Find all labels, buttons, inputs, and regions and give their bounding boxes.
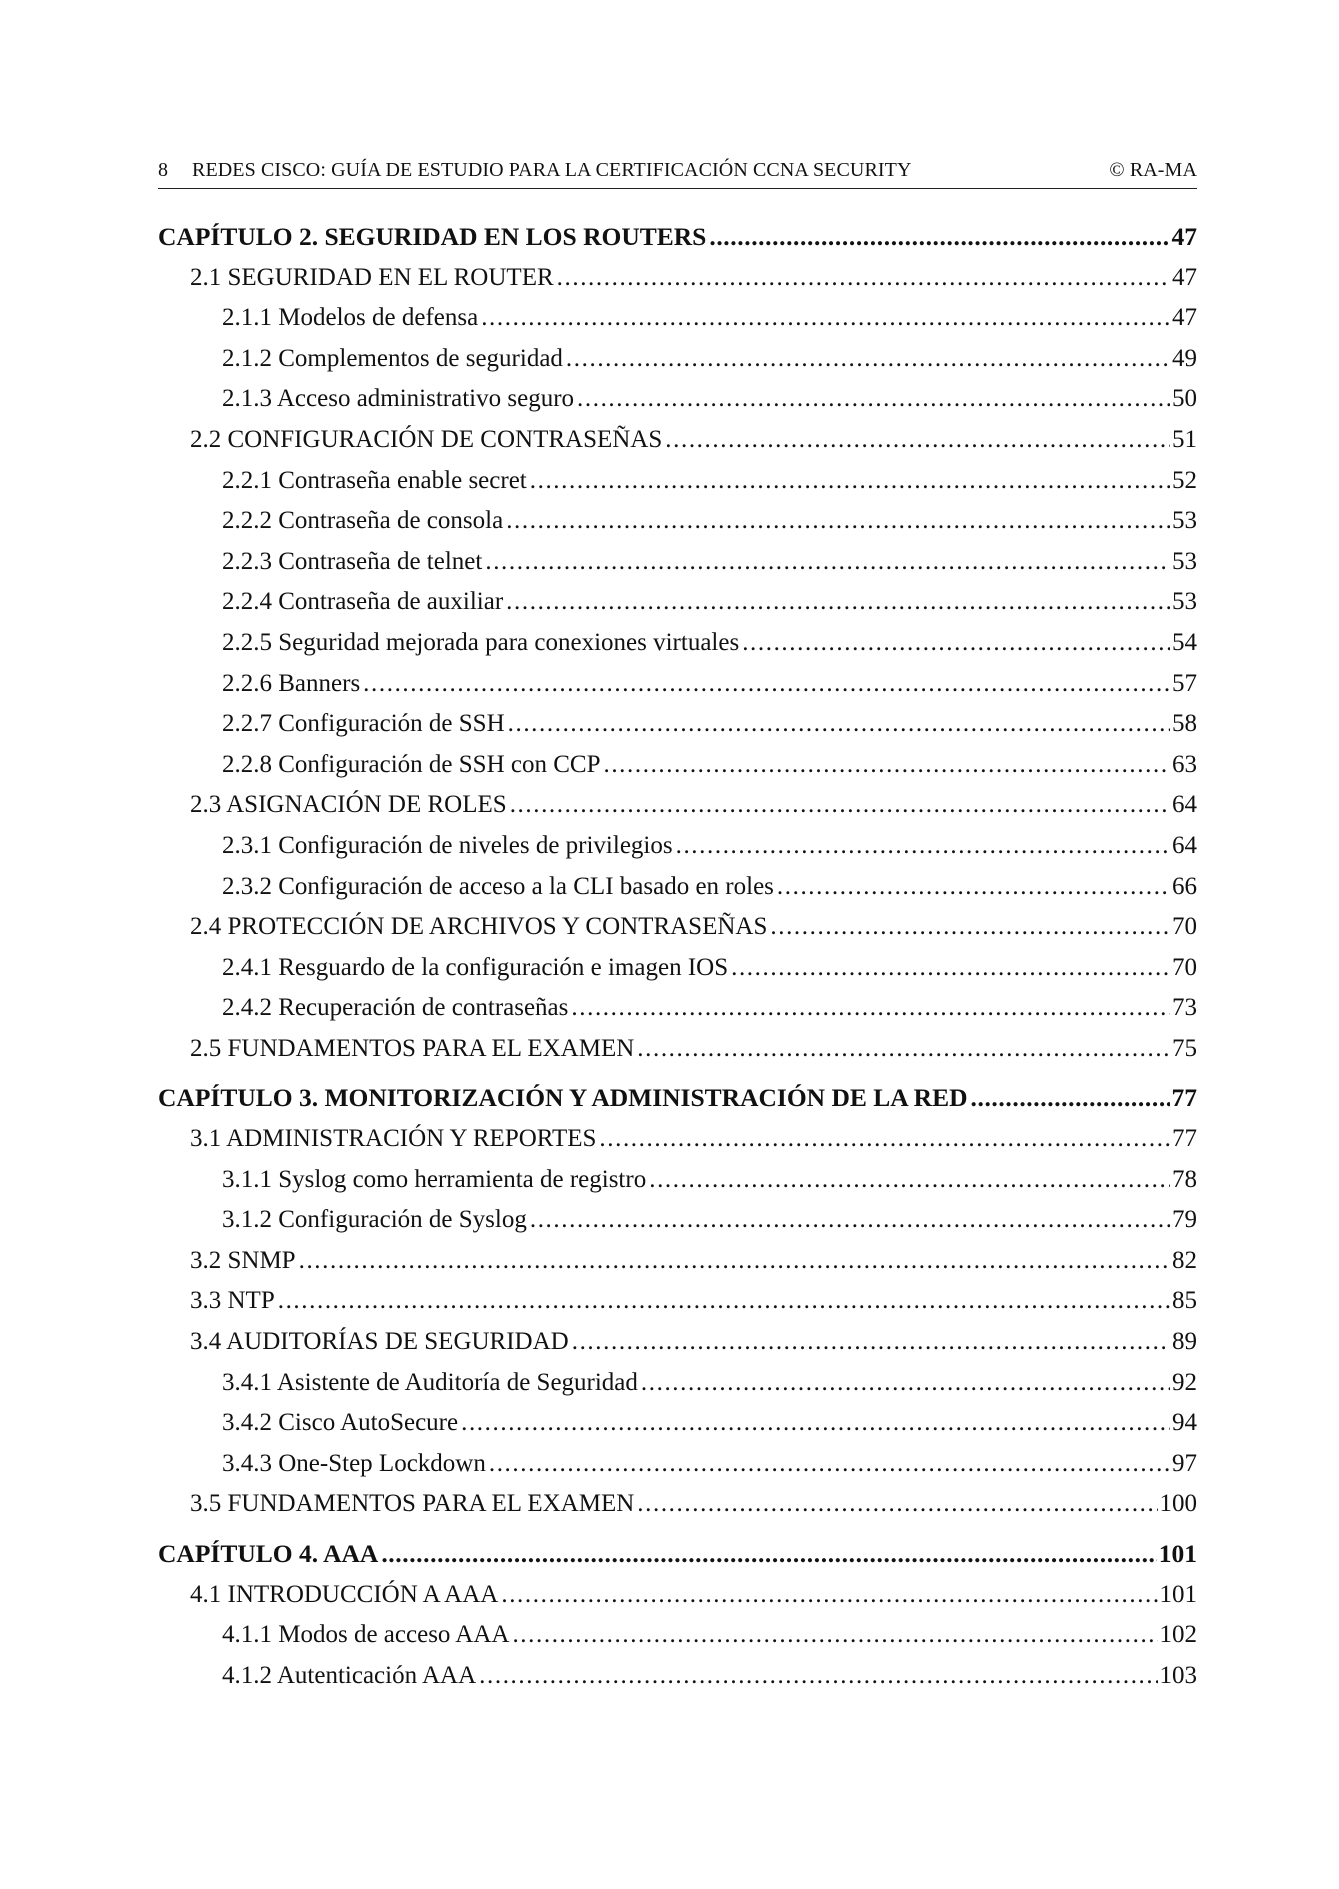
toc-entry-title: 2.2.4 Contraseña de auxiliar [222,588,504,616]
toc-section-entry[interactable] [158,907,1197,948]
toc-entry-page: 53 [1172,507,1197,535]
toc-entry-page: 64 [1172,791,1197,819]
toc-subsection-entry[interactable] [158,867,1197,908]
dot-leader [299,1241,1170,1282]
toc-entry-page: 101 [1158,1539,1197,1568]
dot-leader [742,623,1170,664]
toc-subsection-entry[interactable] [158,339,1197,380]
toc-entry-title: 3.2 SNMP [190,1246,296,1274]
toc-subsection-entry[interactable] [158,1363,1197,1404]
toc-entry-title: 2.1.3 Acceso administrativo seguro [222,385,575,413]
toc-entry-page: 50 [1172,385,1197,413]
dot-leader [603,745,1170,786]
dot-leader [577,379,1170,420]
dot-leader [770,907,1170,948]
toc-entry-title: 2.2.2 Contraseña de consola [222,507,504,535]
dot-leader [572,1322,1170,1363]
toc-entry-title: 2.1.2 Complementos de seguridad [222,344,563,372]
toc-entry-title: CAPÍTULO 3. MONITORIZACIÓN Y ADMINISTRACIÓN DE LA RED [158,1083,968,1113]
dot-leader [709,217,1169,258]
dot-leader [510,785,1170,826]
dot-leader [506,501,1170,542]
toc-entry-page: 64 [1172,831,1197,859]
dot-leader [599,1119,1170,1160]
dot-leader [461,1403,1170,1444]
dot-leader [649,1160,1170,1201]
toc-entry-page: 73 [1172,994,1197,1022]
toc-entry-title: 2.3.2 Configuración de acceso a la CLI basado en roles [222,872,774,900]
toc-entry-page: 49 [1172,344,1197,372]
dot-leader [489,1444,1170,1485]
toc-entry-page: 89 [1172,1328,1197,1356]
dot-leader [571,988,1170,1029]
toc-entry-page: 70 [1172,953,1197,981]
toc-entry-page: 75 [1172,1034,1197,1062]
dot-leader [278,1281,1170,1322]
toc-entry-title: 3.1 ADMINISTRACIÓN Y REPORTES [190,1125,597,1153]
toc-section-entry[interactable] [158,1281,1197,1322]
toc-subsection-entry[interactable] [158,1160,1197,1201]
toc-subsection-entry[interactable] [158,298,1197,339]
toc-entry-page: 51 [1172,425,1197,453]
toc-entry-page: 70 [1172,913,1197,941]
dot-leader [971,1078,1170,1119]
book-title: REDES CISCO: GUÍA DE ESTUDIO PARA LA CERTIFICACIÓN CCNA SECURITY [192,159,912,181]
toc-section-entry[interactable] [158,1322,1197,1363]
toc-entry-page: 77 [1171,1083,1197,1113]
dot-leader [641,1363,1170,1404]
dot-leader [530,461,1170,502]
toc-entry-title: 4.1.1 Modos de acceso AAA [222,1621,510,1649]
toc-entry-title: 3.4.1 Asistente de Auditoría de Seguridad [222,1368,638,1396]
toc-entry-title: 2.4.2 Recuperación de contraseñas [222,994,569,1022]
toc-subsection-entry[interactable] [158,461,1197,502]
toc-subsection-entry[interactable] [158,745,1197,786]
toc-section-entry[interactable] [158,1241,1197,1282]
toc-subsection-entry[interactable] [158,1200,1197,1241]
toc-entry-title: 2.2.8 Configuración de SSH con CCP [222,750,601,778]
running-header [158,158,1197,189]
toc-entry-page: 47 [1172,263,1197,291]
toc-entry-title: 2.3 ASIGNACIÓN DE ROLES [190,791,507,819]
toc-entry-title: 3.1.2 Configuración de Syslog [222,1206,527,1234]
toc-entry-title: 2.4.1 Resguardo de la configuración e imagen IOS [222,953,729,981]
toc-entry-title: CAPÍTULO 2. SEGURIDAD EN LOS ROUTERS [158,222,707,251]
toc-entry-page: 52 [1172,466,1197,494]
toc-entry-page: 85 [1172,1287,1197,1315]
toc-chapter-entry[interactable] [158,217,1197,258]
dot-leader [557,258,1170,299]
toc-section-entry[interactable] [158,1484,1197,1525]
dot-leader [777,867,1170,908]
toc-entry-page: 57 [1172,669,1197,697]
dot-leader [381,1534,1156,1575]
dot-leader [637,1029,1170,1070]
dot-leader [637,1484,1157,1525]
toc-section-entry[interactable] [158,785,1197,826]
toc-entry-title: 2.2.1 Contraseña enable secret [222,466,527,494]
toc-entry-title: 2.2.5 Seguridad mejorada para conexiones virtuales [222,628,740,656]
toc-entry-title: 2.2.3 Contraseña de telnet [222,547,483,575]
dot-leader [676,826,1170,867]
toc-entry-page: 79 [1172,1206,1197,1234]
toc-entry-title: 3.1.1 Syslog como herramienta de registro [222,1165,647,1193]
toc-entry-title: 2.2.7 Configuración de SSH [222,710,505,738]
dot-leader [506,582,1170,623]
toc-entry-page: 47 [1172,304,1197,332]
toc-section-entry[interactable] [158,1029,1197,1070]
toc-subsection-entry[interactable] [158,988,1197,1029]
toc-entry-page: 53 [1172,588,1197,616]
dot-leader [512,1615,1157,1656]
dot-leader [481,298,1170,339]
toc-section-entry[interactable] [158,1575,1197,1616]
toc-entry-page: 103 [1159,1661,1197,1689]
toc-entry-title: 3.4.2 Cisco AutoSecure [222,1409,459,1437]
table-of-contents [158,217,1197,1696]
toc-subsection-entry[interactable] [158,501,1197,542]
toc-entry-page: 54 [1172,628,1197,656]
dot-leader [665,420,1170,461]
dot-leader [479,1656,1157,1697]
toc-entry-title: 3.4 AUDITORÍAS DE SEGURIDAD [190,1328,569,1356]
toc-subsection-entry[interactable] [158,948,1197,989]
toc-entry-title: 4.1 INTRODUCCIÓN A AAA [190,1580,499,1608]
publisher-mark: © RA-MA [1109,159,1197,181]
toc-subsection-entry[interactable] [158,1615,1197,1656]
toc-subsection-entry[interactable] [158,826,1197,867]
toc-entry-title: 2.2.6 Banners [222,669,361,697]
toc-entry-title: 4.1.2 Autenticación AAA [222,1661,477,1689]
toc-entry-page: 102 [1159,1621,1197,1649]
toc-entry-page: 58 [1172,710,1197,738]
toc-entry-title: 3.5 FUNDAMENTOS PARA EL EXAMEN [190,1490,635,1518]
toc-section-entry[interactable] [158,258,1197,299]
toc-entry-title: 2.2 CONFIGURACIÓN DE CONTRASEÑAS [190,425,663,453]
toc-entry-title: 3.4.3 One-Step Lockdown [222,1449,486,1477]
toc-subsection-entry[interactable] [158,623,1197,664]
toc-subsection-entry[interactable] [158,1656,1197,1697]
toc-entry-page: 77 [1172,1125,1197,1153]
page-number: 8 [158,159,169,181]
toc-subsection-entry[interactable] [158,704,1197,745]
toc-entry-page: 82 [1172,1246,1197,1274]
toc-entry-title: 2.1 SEGURIDAD EN EL ROUTER [190,263,554,291]
toc-chapter-entry[interactable] [158,1534,1197,1575]
toc-subsection-entry[interactable] [158,1444,1197,1485]
toc-entry-title: 2.5 FUNDAMENTOS PARA EL EXAMEN [190,1034,635,1062]
toc-subsection-entry[interactable] [158,542,1197,583]
toc-section-entry[interactable] [158,1119,1197,1160]
toc-chapter-entry[interactable] [158,1078,1197,1119]
dot-leader [485,542,1170,583]
toc-entry-title: 2.1.1 Modelos de defensa [222,304,479,332]
toc-entry-page: 53 [1172,547,1197,575]
toc-entry-page: 92 [1172,1368,1197,1396]
toc-section-entry[interactable] [158,420,1197,461]
toc-entry-page: 47 [1171,222,1197,251]
toc-entry-title: 2.4 PROTECCIÓN DE ARCHIVOS Y CONTRASEÑAS [190,913,768,941]
dot-leader [731,948,1170,989]
toc-subsection-entry[interactable] [158,582,1197,623]
dot-leader [530,1200,1170,1241]
toc-entry-page: 63 [1172,750,1197,778]
dot-leader [566,339,1170,380]
toc-subsection-entry[interactable] [158,1403,1197,1444]
toc-entry-title: 2.3.1 Configuración de niveles de privilegios [222,831,673,859]
dot-leader [508,704,1170,745]
toc-entry-title: 3.3 NTP [190,1287,275,1315]
toc-entry-page: 97 [1172,1449,1197,1477]
toc-entry-title: CAPÍTULO 4. AAA [158,1539,379,1568]
toc-subsection-entry[interactable] [158,664,1197,705]
toc-entry-page: 66 [1172,872,1197,900]
toc-entry-page: 101 [1159,1580,1197,1608]
dot-leader [501,1575,1157,1616]
toc-entry-page: 100 [1159,1490,1197,1518]
toc-subsection-entry[interactable] [158,379,1197,420]
toc-entry-page: 94 [1172,1409,1197,1437]
dot-leader [363,664,1170,705]
toc-entry-page: 78 [1172,1165,1197,1193]
